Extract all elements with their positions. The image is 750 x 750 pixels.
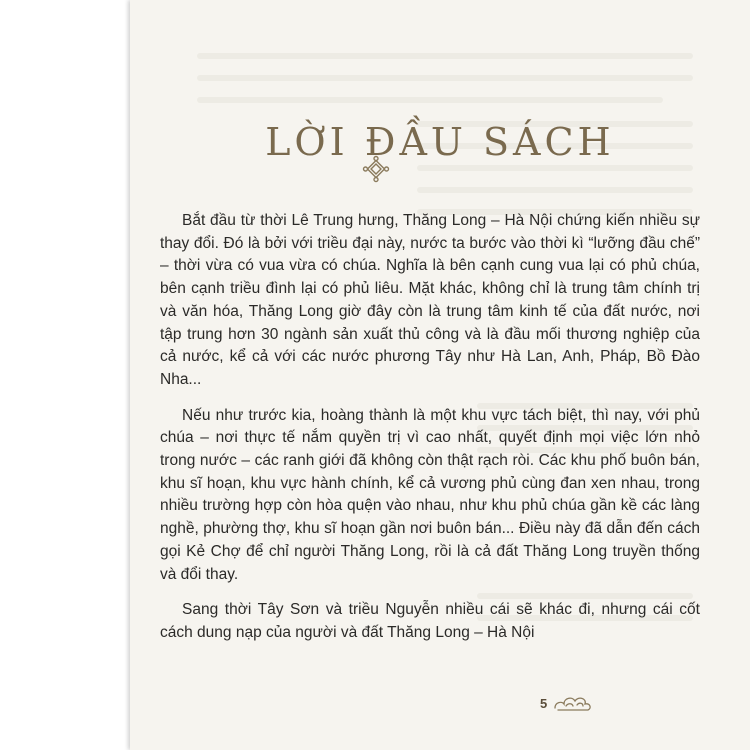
chapter-title: LỜI ĐẦU SÁCH	[265, 120, 615, 165]
paragraph-2: Nếu như trước kia, hoàng thành là một khu vực tách biệt, thì nay, với phủ chúa – nơi thực tế nắm quyền trị vì cao nhất, quyết định mọi việc lớn nhỏ trong nước – các ranh giới đã không còn thật rạch ròi. Các khu phố buôn bán, khu sĩ hoạn, khu vực hành chính, kể cả vương phủ cùng đan xen nhau, trong nhiều trường hợp còn hòa quện vào nhau, như khu phủ chúa gần kề các làng nghề, phường thợ, khu sĩ hoạn gần nơi buôn bán... Điều này đã dẫn đến cách gọi Kẻ Chợ để chỉ người Thăng Long, rồi là cả đất Thăng Long truyền thống và đổi thay.	[160, 406, 700, 583]
cloud-ornament-icon	[552, 690, 594, 714]
body-text	[160, 210, 700, 658]
paragraph-3: Sang thời Tây Sơn và triều Nguyễn nhiều cái sẽ khác đi, nhưng cái cốt cách dung nạp của người và đất Thăng Long – Hà Nội	[160, 601, 700, 641]
page-number: 5	[540, 696, 548, 711]
book-page	[130, 0, 750, 750]
paragraph-1: Bắt đầu từ thời Lê Trung hưng, Thăng Long – Hà Nội chứng kiến nhiều sự thay đổi. Đó là bởi với triều đại này, nước ta bước vào thời kì “lưỡng đầu chế” – thời vừa có vua vừa có chúa. Nghĩa là bên cạnh cung vua lại có phủ chúa, bên cạnh triều đình lại có phủ liêu. Mặt khác, không chỉ là trung tâm chính trị và văn hóa, Thăng Long giờ đây còn là trung tâm kinh tế của đất nước, nơi tập trung hơn 30 ngành sản xuất thủ công và là đầu mối thương nghiệp của cả nước, kể cả với các nước phương Tây như Hà Lan, Anh, Pháp, Bồ Đào Nha...	[160, 212, 700, 388]
endless-knot-ornament-icon	[362, 155, 390, 183]
